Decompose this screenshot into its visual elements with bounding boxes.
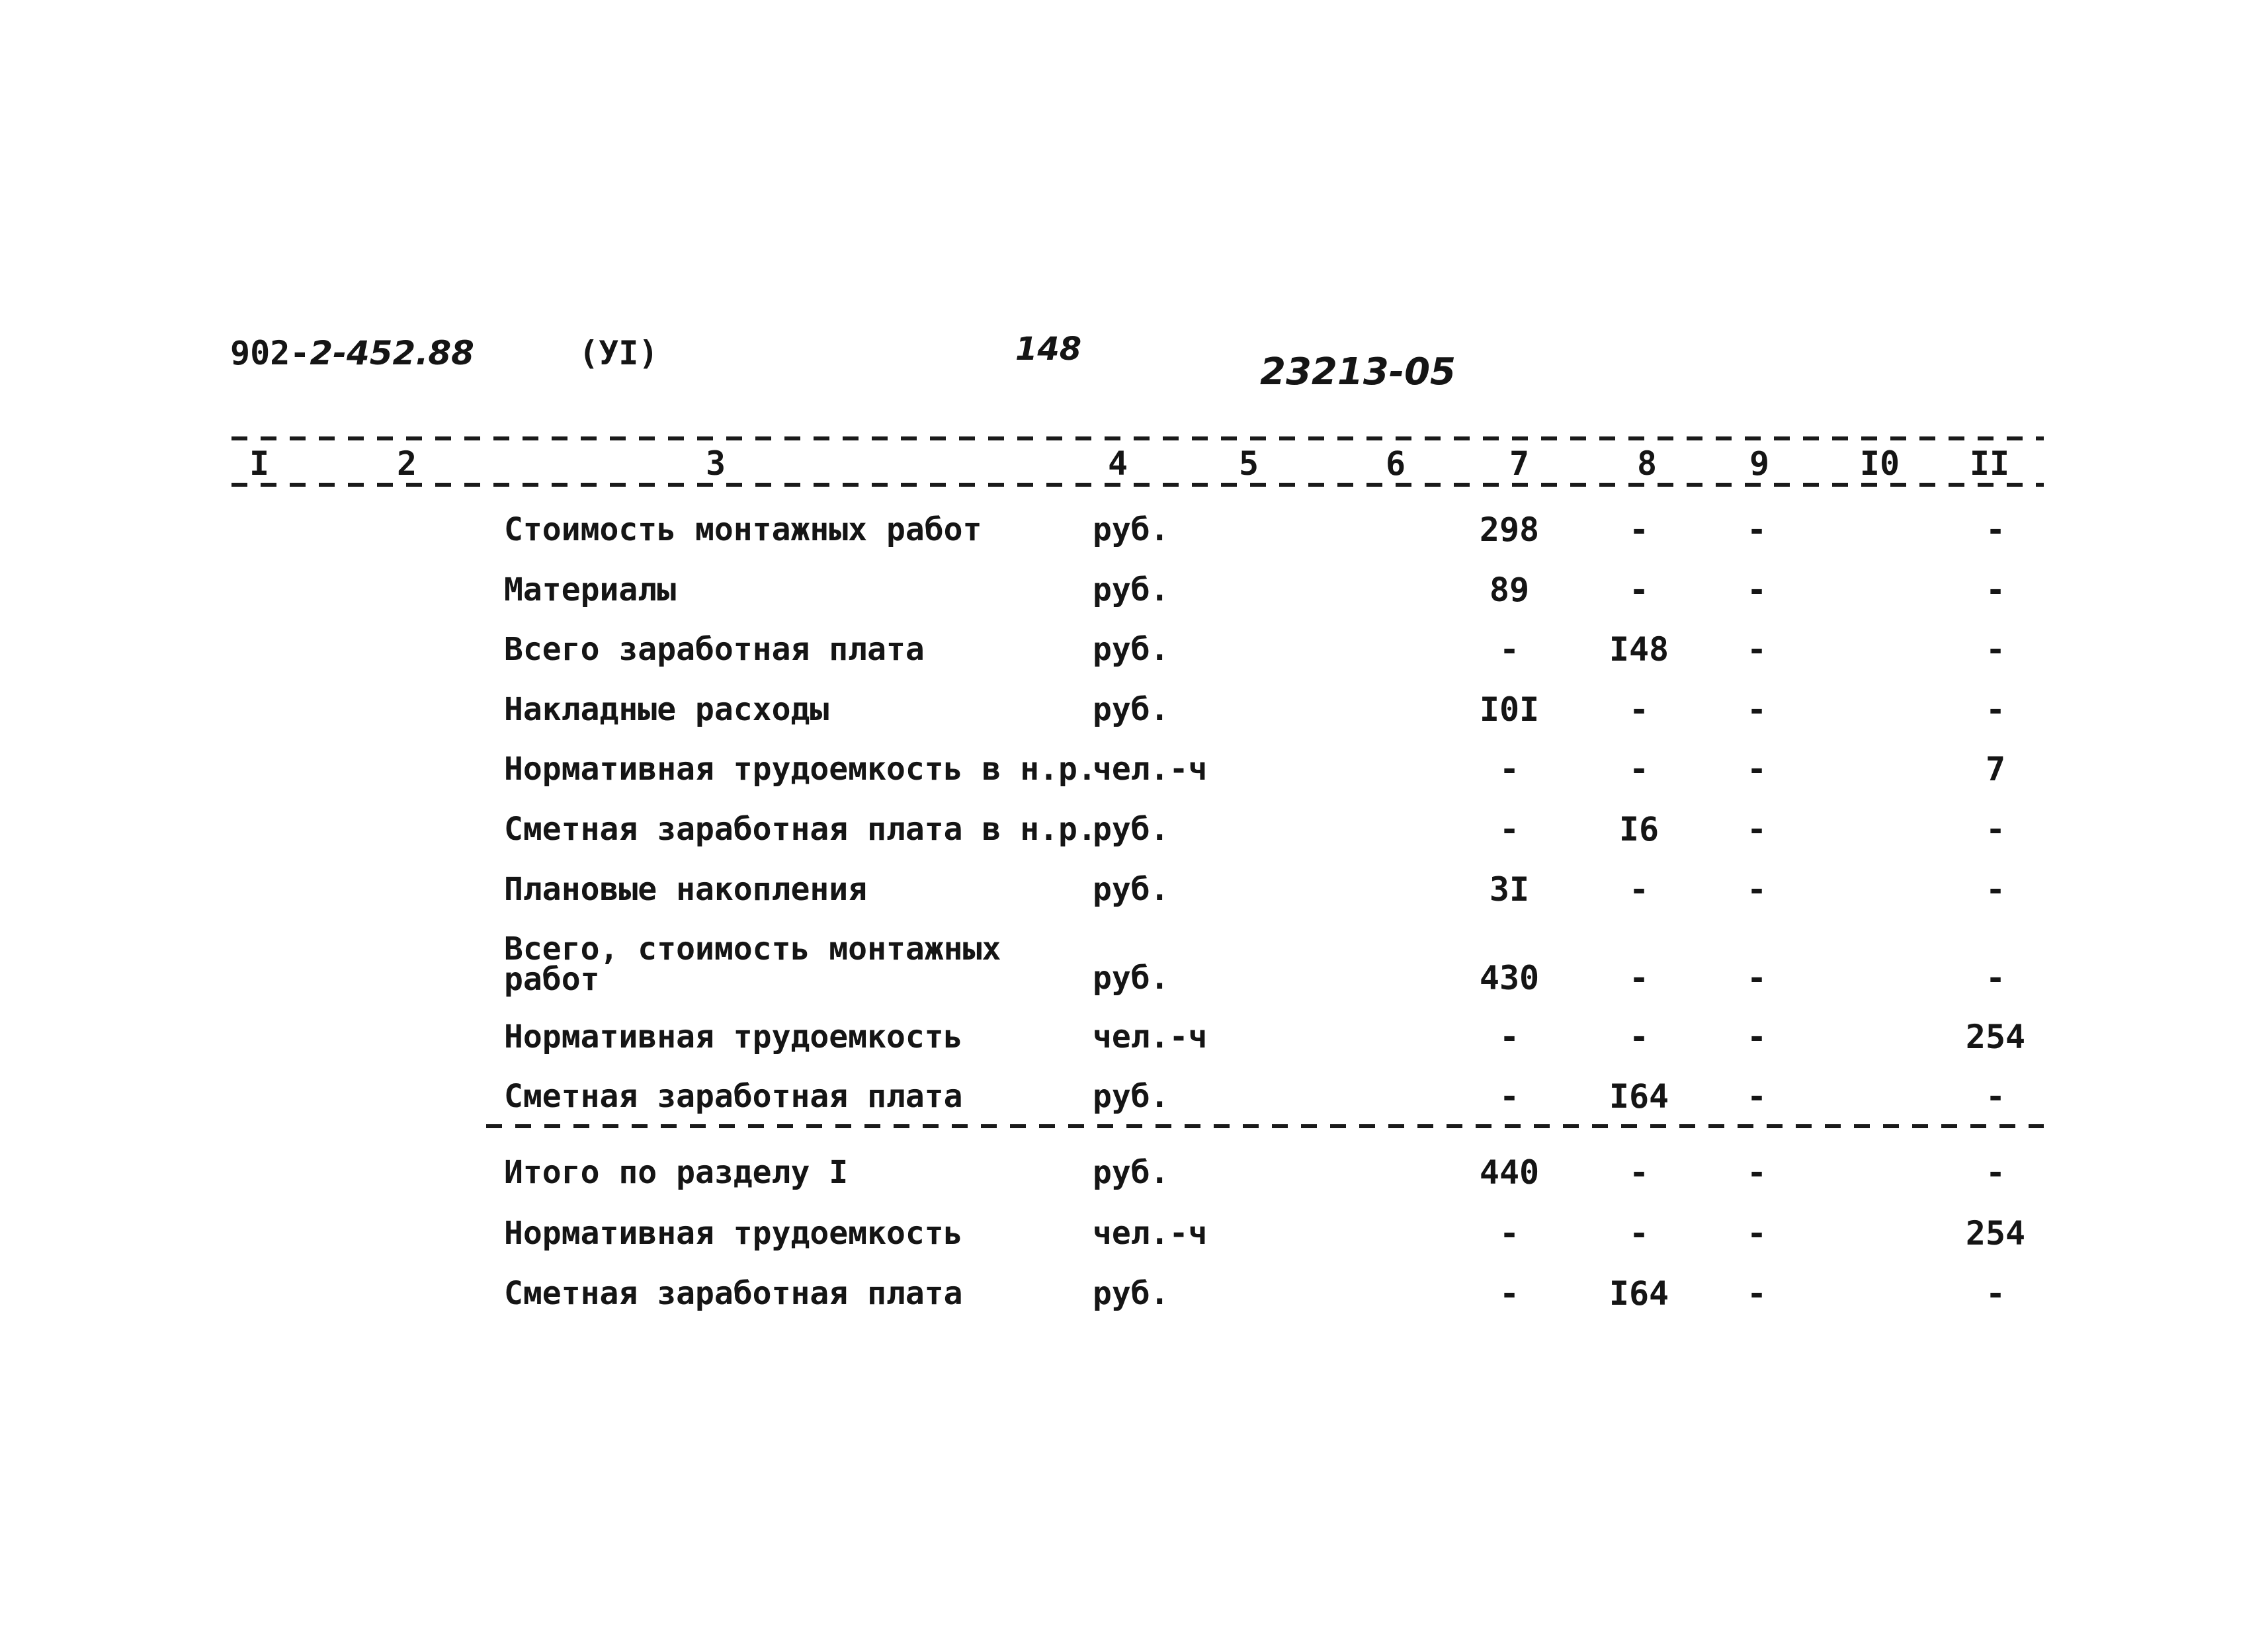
column-number-8: 8 (1636, 444, 1658, 483)
item-unit: руб. (1093, 960, 1169, 997)
value-col-11: 254 (1965, 1018, 2026, 1056)
value-col-11: - (1985, 571, 2006, 609)
item-unit: руб. (1093, 811, 1169, 848)
document-code (230, 334, 474, 372)
page-number: 148 (1015, 331, 1082, 368)
value-col-9: - (1746, 1153, 1767, 1192)
column-number-4: 4 (1107, 444, 1128, 483)
value-col-8: I64 (1609, 1077, 1669, 1116)
value-col-11: - (1985, 870, 2006, 909)
item-name-line-1: Всего, стоимость монтажных (504, 930, 1001, 967)
item-name: Итого по разделу I (504, 1154, 849, 1191)
item-name: Плановые накопления (504, 871, 868, 908)
value-col-8: - (1628, 1153, 1650, 1192)
item-name-line-2: работ (504, 961, 600, 998)
item-name: Материалы (504, 571, 677, 608)
item-name: Сметная заработная плата (504, 1078, 963, 1115)
item-name: Сметная заработная плата (504, 1275, 963, 1312)
column-number-11: II (1969, 444, 2010, 483)
item-name: Нормативная трудоемкость (504, 1018, 963, 1055)
value-col-7: - (1499, 1274, 1520, 1313)
value-col-11: - (1985, 1274, 2006, 1313)
value-col-8: I64 (1609, 1274, 1669, 1313)
value-col-8: I48 (1609, 630, 1669, 669)
value-col-7: 440 (1479, 1153, 1540, 1192)
column-number-5: 5 (1238, 444, 1259, 483)
value-col-7: I0I (1479, 690, 1540, 729)
value-col-7: 3I (1489, 870, 1530, 909)
item-unit: руб. (1093, 571, 1169, 608)
item-unit: чел.-ч (1093, 751, 1208, 788)
value-col-9: - (1746, 690, 1767, 729)
document-code-handwritten: 2-452.88 (310, 334, 474, 372)
item-unit: руб. (1093, 1078, 1169, 1115)
value-col-7: - (1499, 630, 1520, 669)
value-col-9: - (1746, 1274, 1767, 1313)
value-col-7: - (1499, 810, 1520, 848)
value-col-8: - (1628, 571, 1650, 609)
value-col-11: - (1985, 810, 2006, 848)
value-col-8: - (1628, 870, 1650, 909)
value-col-7: - (1499, 750, 1520, 788)
value-col-9: - (1746, 630, 1767, 669)
value-col-11: - (1985, 511, 2006, 549)
item-unit: руб. (1093, 871, 1169, 908)
item-name: Нормативная трудоемкость (504, 1215, 963, 1252)
column-number-10: I0 (1859, 444, 1900, 483)
value-col-9: - (1746, 1018, 1767, 1056)
item-name: Нормативная трудоемкость в н.р. (504, 751, 1097, 788)
value-col-7: 298 (1479, 511, 1540, 549)
value-col-11: - (1985, 630, 2006, 669)
value-col-11: - (1985, 1077, 2006, 1116)
value-col-9: - (1746, 1214, 1767, 1253)
value-col-11: - (1985, 1153, 2006, 1192)
item-name: Всего заработная плата (504, 631, 925, 668)
value-col-9: - (1746, 750, 1767, 788)
item-unit: руб. (1093, 631, 1169, 668)
value-col-11: 254 (1965, 1214, 2026, 1253)
value-col-9: - (1746, 511, 1767, 549)
value-col-9: - (1746, 959, 1767, 997)
column-number-2: 2 (396, 444, 417, 483)
value-col-8: - (1628, 959, 1650, 997)
value-col-7: - (1499, 1077, 1520, 1116)
value-col-11: 7 (1985, 750, 2006, 788)
header-top-dashed-rule (231, 436, 2044, 440)
album-number: (УI) (579, 334, 659, 372)
item-unit: руб. (1093, 691, 1169, 728)
value-col-9: - (1746, 1077, 1767, 1116)
item-unit: руб. (1093, 1154, 1169, 1191)
column-number-7: 7 (1509, 444, 1530, 483)
section-dashed-rule (486, 1124, 2044, 1128)
value-col-11: - (1985, 959, 2006, 997)
value-col-9: - (1746, 810, 1767, 848)
value-col-11: - (1985, 690, 2006, 729)
item-unit: чел.-ч (1093, 1018, 1208, 1055)
item-unit: чел.-ч (1093, 1215, 1208, 1252)
value-col-7: 89 (1489, 571, 1530, 609)
header-bottom-dashed-rule (231, 483, 2044, 487)
column-number-1: I (249, 444, 270, 483)
item-unit: руб. (1093, 511, 1169, 548)
value-col-8: - (1628, 690, 1650, 729)
item-name: Стоимость монтажных работ (504, 511, 982, 548)
item-name: Накладные расходы (504, 691, 829, 728)
column-number-3: 3 (705, 444, 726, 483)
value-col-7: 430 (1479, 959, 1540, 997)
value-col-8: - (1628, 750, 1650, 788)
value-col-8: - (1628, 511, 1650, 549)
document-code-printed: 902- (230, 334, 310, 372)
value-col-7: - (1499, 1018, 1520, 1056)
value-col-8: - (1628, 1214, 1650, 1253)
value-col-7: - (1499, 1214, 1520, 1253)
item-name: Сметная заработная плата в н.р. (504, 811, 1097, 848)
value-col-8: - (1628, 1018, 1650, 1056)
value-col-9: - (1746, 571, 1767, 609)
sheet-code: 23213-05 (1260, 350, 1456, 393)
value-col-8: I6 (1618, 810, 1659, 848)
column-number-6: 6 (1385, 444, 1406, 483)
value-col-9: - (1746, 870, 1767, 909)
column-number-9: 9 (1749, 444, 1770, 483)
item-unit: руб. (1093, 1275, 1169, 1312)
